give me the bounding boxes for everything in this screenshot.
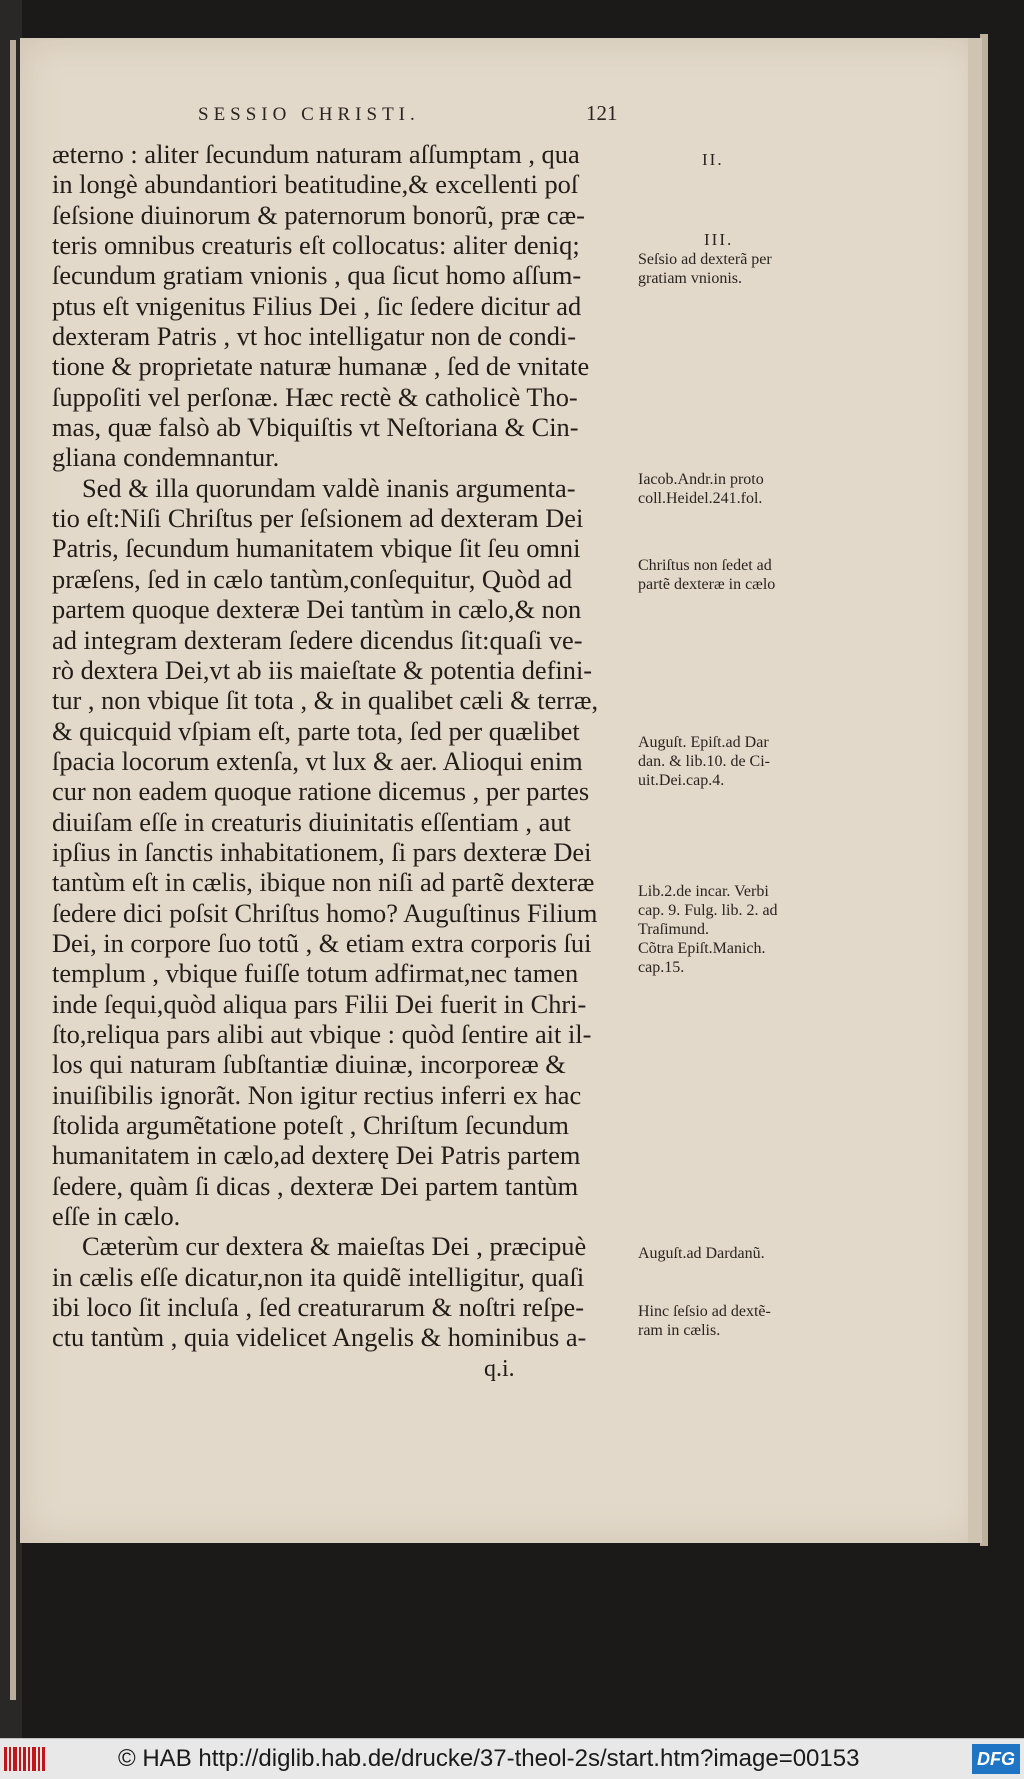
text-line: eſſe in cælo.: [52, 1201, 181, 1232]
text-line: humanitatem in cælo,ad dexterę Dei Patris partem: [52, 1140, 581, 1171]
text-line: inuiſibilis ignorãt. Non igitur rectius inferri ex hac: [52, 1079, 582, 1110]
copyright-source-link[interactable]: © HAB http://diglib.hab.de/drucke/37-theol-2s/start.htm?image=00153: [118, 1745, 860, 1772]
text-line: rò dextera Dei,vt ab iis maieſtate & potentia defini-: [52, 654, 593, 685]
text-line: & quicquid vſpiam eſt, parte tota, ſed per quælibet: [52, 715, 580, 746]
viewer-footer: [0, 1738, 1024, 1779]
text-line: teris omnibus creaturis eſt collocatus: aliter deniq;: [52, 230, 580, 261]
margin-numeral-2: II.: [702, 150, 724, 169]
text-line: los qui naturam ſubſtantiæ diuinæ, incorporeæ &: [52, 1049, 566, 1080]
text-line: præſens, ſed in cælo tantùm,conſequitur, Quòd ad: [52, 563, 573, 594]
margin-note-line: dan. & lib.10. de Ci-: [638, 753, 770, 770]
text-line: ſeſsione diuinorum & paternorum bonorũ, præ cæ-: [52, 199, 585, 230]
text-line: in longè abundantiori beatitudine,& excellenti poſ: [52, 169, 579, 200]
margin-note-line: Hinc ſeſsio ad dextẽ-: [638, 1303, 771, 1320]
text-line: dexteram Patris , vt hoc intelligatur non de condi-: [52, 321, 577, 352]
text-line: ad integram dexteram ſedere dicendus ſit:quaſi ve-: [52, 624, 583, 655]
margin-note: [638, 1244, 818, 1263]
margin-note-line: partẽ dexteræ in cælo: [638, 576, 776, 593]
text-line: ſpacia locorum extenſa, vt lux & aer. Alioqui enim: [52, 745, 583, 776]
margin-note-line: gratiam vnionis.: [638, 270, 742, 287]
text-line: templum , vbique fuiſſe totum adfirmat,nec tamen: [52, 958, 579, 989]
margin-note-line: Auguſt.ad Dardanũ.: [638, 1245, 765, 1262]
running-head: SESSIO CHRISTI.: [198, 104, 420, 125]
margin-note-line: Cõtra Epiſt.Manich.: [638, 940, 766, 957]
margin-note-line: Seſsio ad dexterã per: [638, 251, 772, 268]
text-line: ſuppoſiti vel perſonæ. Hæc rectè & catholicè Tho-: [52, 381, 578, 412]
body-text: [52, 139, 632, 1353]
text-line: ibi loco ſit incluſa , ſed creaturarum & noſtri reſpe-: [52, 1292, 585, 1323]
text-line: ſto,reliqua pars alibi aut vbique : quòd ſentire ait il-: [52, 1018, 592, 1049]
margin-note: [638, 733, 818, 790]
previous-page-edge: [0, 0, 22, 1738]
text-line: inde ſequi,quòd aliqua pars Filii Dei fuerit in Chri-: [52, 988, 587, 1019]
page-number: 121: [586, 101, 618, 125]
text-line: cur non eadem quoque ratione dicemus , per partes: [52, 776, 590, 807]
text-line: æterno : aliter ſecundum naturam aſſumptam , qua: [52, 139, 580, 169]
margin-note-line: cap. 9. Fulg. lib. 2. ad: [638, 902, 778, 919]
text-line: ſedere, quàm ſi dicas , dexteræ Dei partem tantùm: [52, 1170, 579, 1201]
margin-numeral-3: III.: [704, 230, 734, 249]
paragraph-start-line: Cæterùm cur dextera & maieſtas Dei , præcipuè: [82, 1231, 587, 1262]
text-line: mas, quæ falsò ab Vbiquiſtis vt Neſtoriana & Cin-: [52, 412, 579, 443]
margin-note-line: Chriſtus non ſedet ad: [638, 557, 772, 574]
text-line: tio eſt:Niſi Chriſtus per ſeſsionem ad dexteram Dei: [52, 503, 584, 534]
margin-note-line: Lib.2.de incar. Verbi: [638, 883, 769, 900]
margin-note-line: cap.15.: [638, 959, 685, 976]
margin-note-line: uit.Dei.cap.4.: [638, 772, 725, 789]
page-right-edge: [968, 38, 982, 1543]
margin-note-line: Iacob.Andr.in proto: [638, 471, 764, 488]
margin-note-line: ram in cælis.: [638, 1322, 721, 1339]
text-line: ptus eſt vnigenitus Filius Dei , ſic ſedere dicitur ad: [52, 290, 582, 321]
text-line: tione & proprietate naturæ humanæ , ſed de vnitate: [52, 351, 590, 382]
text-line: Dei, in corpore ſuo totũ , & etiam extra corporis ſui: [52, 927, 592, 958]
margin-note-line: coll.Heidel.241.fol.: [638, 490, 763, 507]
text-line: diuiſam eſſe in creaturis diuinitatis eſſentiam , aut: [52, 806, 571, 837]
margin-note: [638, 556, 818, 594]
text-line: tur , non vbique ſit tota , & in qualibet cæli & terræ,: [52, 685, 599, 716]
margin-note-line: Traſimund.: [638, 921, 709, 938]
dfg-logo: DFG: [972, 1744, 1020, 1774]
text-line: gliana condemnantur.: [52, 442, 280, 473]
signature-mark: q.i.: [484, 1356, 515, 1382]
margin-note-line: Auguſt. Epiſt.ad Dar: [638, 734, 769, 751]
text-line: partem quoque dexteræ Dei tantùm in cælo,& non: [52, 594, 582, 625]
text-line: ſtolida argumẽtatione poteſt , Chriſtum ſecundum: [52, 1110, 569, 1140]
text-line: ctu tantùm , quia videlicet Angelis & hominibus a-: [52, 1322, 587, 1353]
margin-note: [638, 882, 818, 977]
text-line: ſedere dici poſsit Chriſtus homo? Auguſtinus Filium: [52, 897, 598, 928]
margin-note: [638, 1302, 818, 1340]
page-edge-strip: [10, 40, 16, 1700]
text-line: ſecundum gratiam vnionis , qua ſicut homo aſſum-: [52, 260, 582, 291]
text-line: Patris, ſecundum humanitatem vbique ſit ſeu omni: [52, 533, 581, 564]
text-line: tantùm eſt in cælis, ibique non niſi ad partẽ dexteræ: [52, 867, 595, 898]
margin-note: [638, 470, 818, 508]
paragraph-start-line: Sed & illa quorundam valdè inanis argumenta-: [82, 472, 576, 503]
hab-barcode-icon: [4, 1747, 48, 1771]
text-line: ipſius in ſanctis inhabitationem, ſi pars dexteræ Dei: [52, 836, 592, 867]
margin-note: [638, 250, 818, 288]
text-line: in cælis eſſe dicatur,non ita quidẽ intelligitur, quaſi: [52, 1261, 585, 1292]
